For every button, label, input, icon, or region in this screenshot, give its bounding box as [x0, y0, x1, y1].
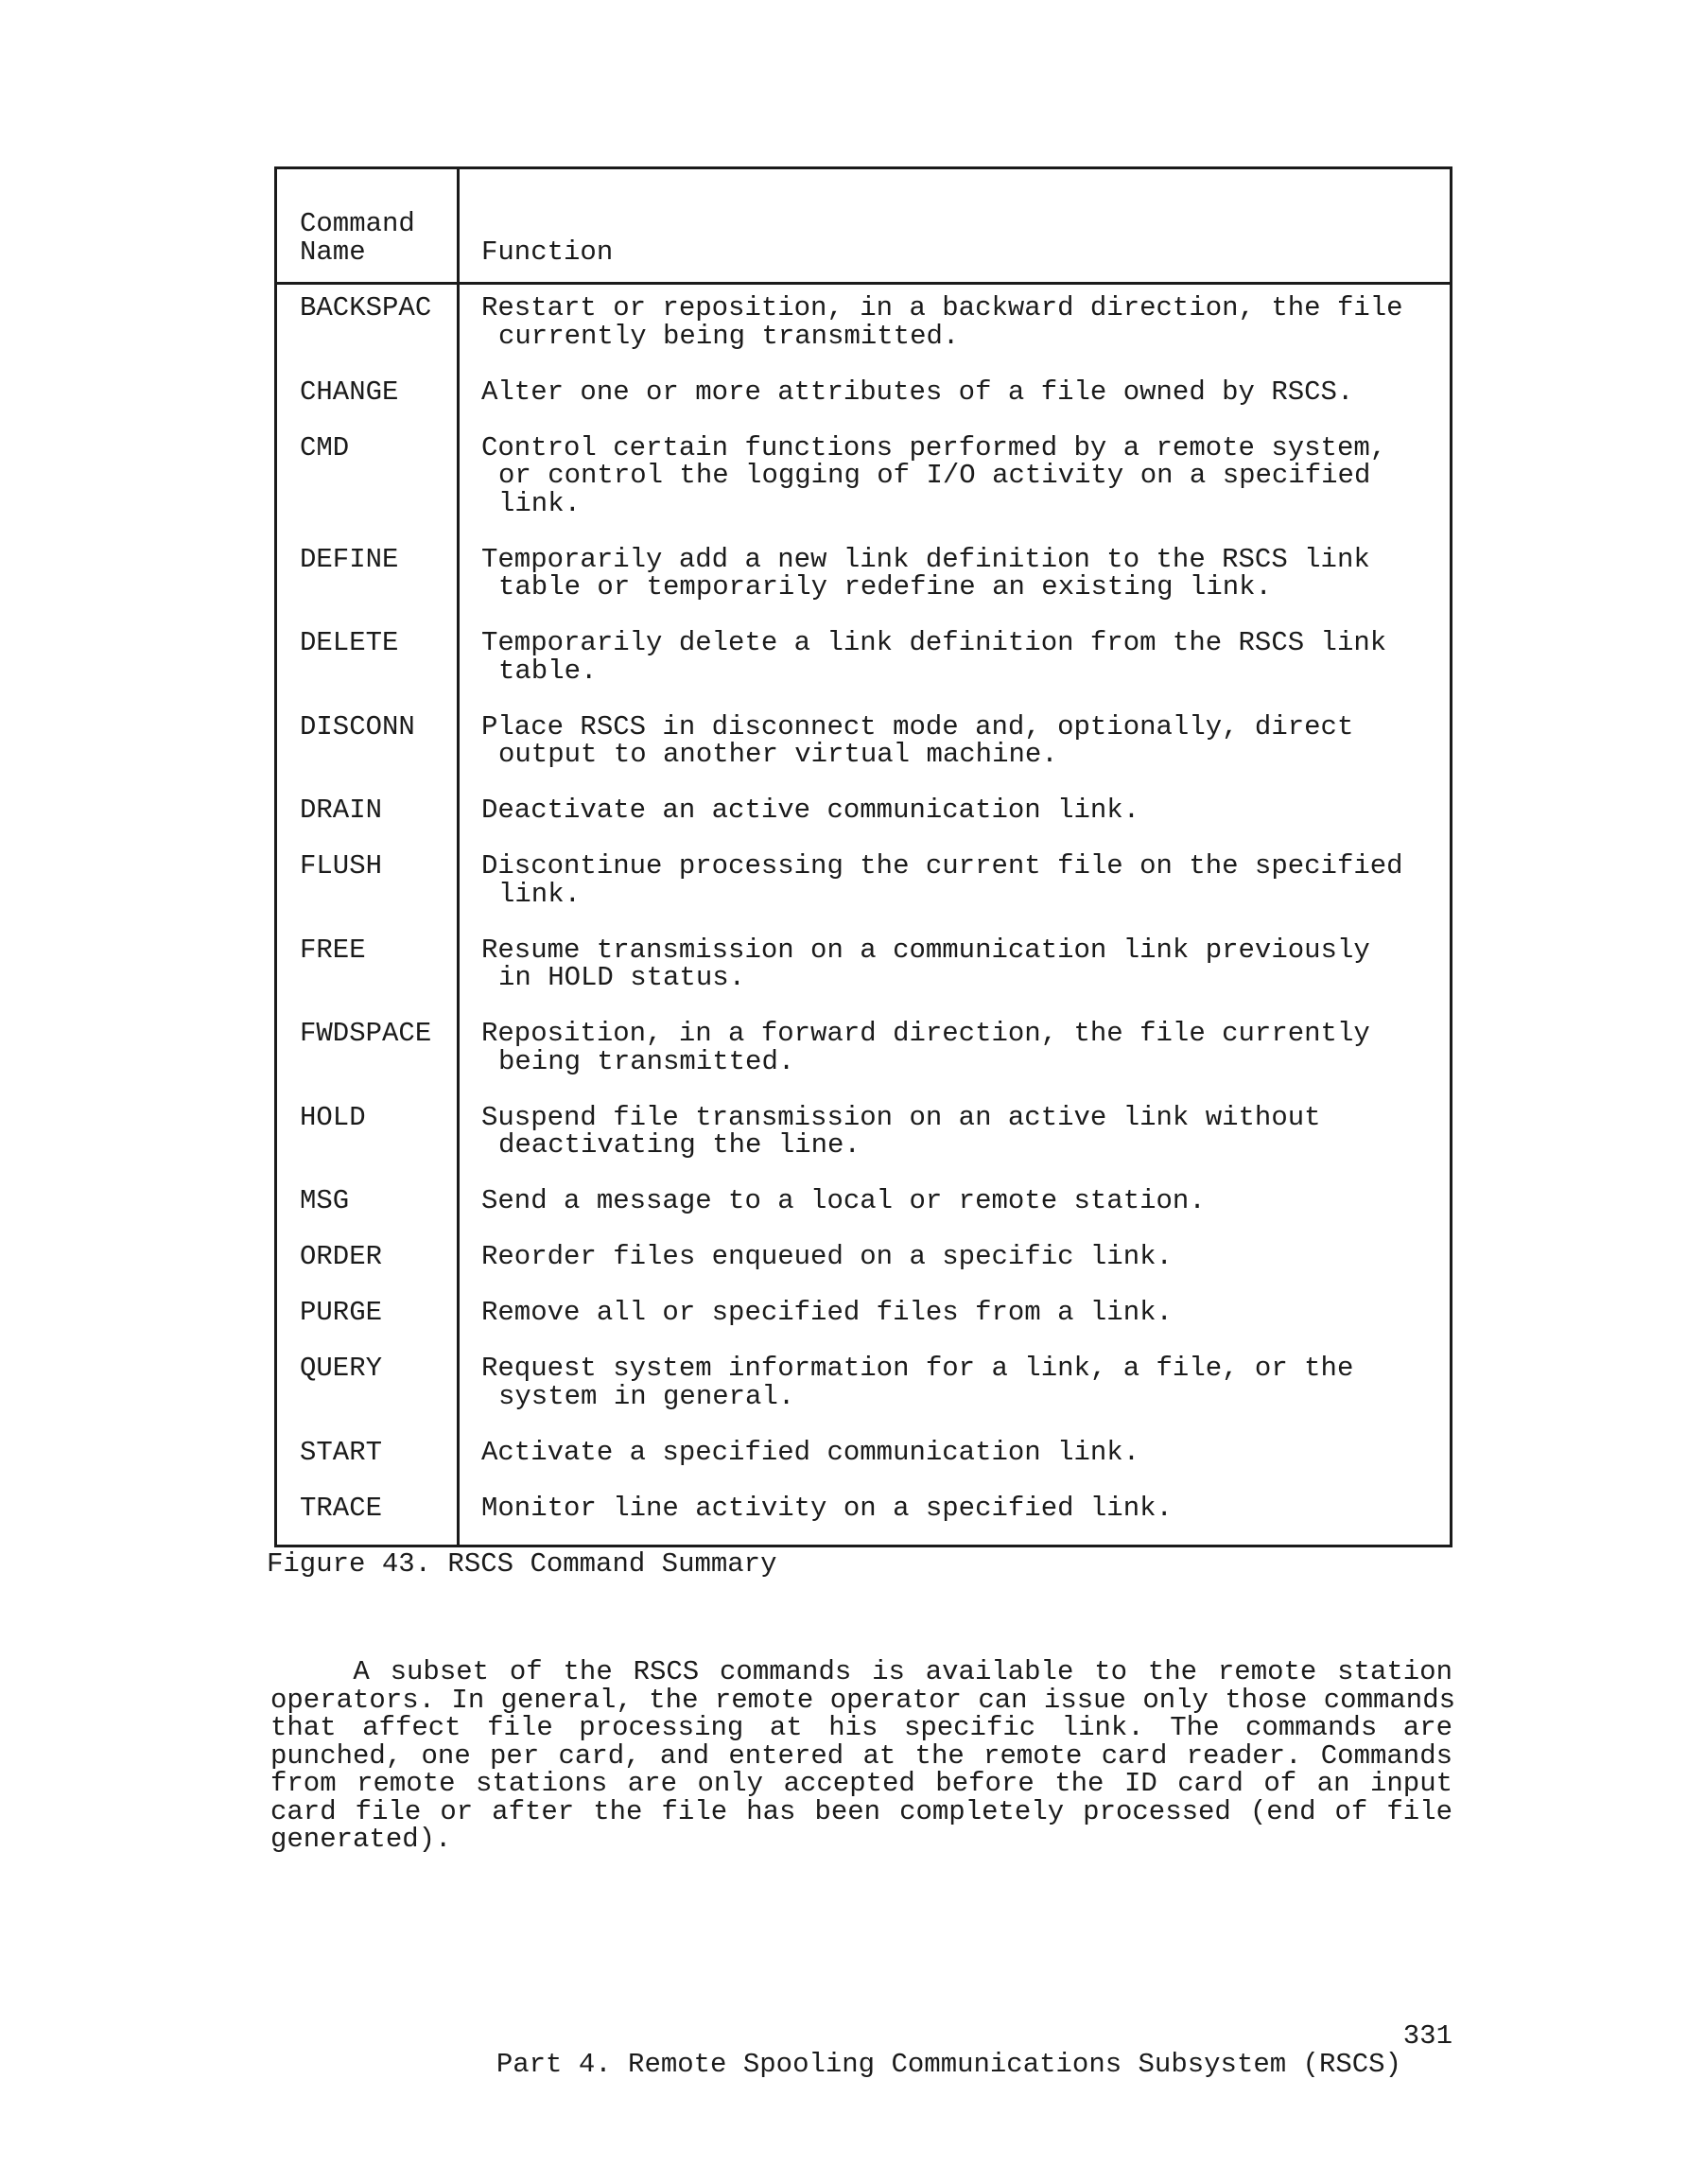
paragraph-line: punched, one per card, and entered at the remote card reader. Commands — [270, 1739, 1452, 1772]
paragraph-line: that affect file processing at his specific link. The commands are — [270, 1712, 1452, 1743]
command-function: Restart or reposition, in a backward direction, the file — [481, 292, 1403, 323]
command-name: DEFINE — [300, 543, 399, 575]
command-function: Reorder files enqueued on a specific link. — [481, 1241, 1173, 1272]
paragraph-line: A subset of the RSCS commands is available to the remote station — [270, 1656, 1452, 1687]
command-function: Send a message to a local or remote station. — [481, 1185, 1206, 1216]
paragraph-line: card file or after the file has been completely processed (end of file — [270, 1795, 1452, 1827]
command-name: QUERY — [300, 1353, 383, 1384]
command-function: Control certain functions performed by a remote system, — [481, 431, 1387, 463]
command-function: Monitor line activity on a specified link. — [481, 1492, 1173, 1524]
command-name: DELETE — [300, 627, 399, 658]
command-name: HOLD — [300, 1101, 366, 1133]
header-separator — [277, 282, 1450, 285]
command-name: FWDSPACE — [300, 1018, 432, 1049]
command-function: Suspend file transmission on an active link without — [481, 1101, 1321, 1133]
footer-text: Part 4. Remote Spooling Communications Subsystem (RSCS) — [496, 2049, 1401, 2080]
paragraph-line: operators. In general, the remote operator can issue only those commands — [270, 1684, 1456, 1716]
command-name: CMD — [300, 431, 350, 463]
paragraph-line: generated). — [270, 1824, 452, 1855]
command-function: deactivating the line. — [498, 1129, 861, 1161]
command-name: DRAIN — [300, 795, 383, 826]
command-function: system in general. — [498, 1380, 795, 1412]
header-command-line2: Name — [300, 236, 366, 268]
body-paragraph — [270, 1656, 1456, 1855]
command-function: link. — [498, 487, 582, 519]
command-function: Temporarily add a new link definition to the RSCS link — [481, 543, 1370, 575]
command-function: Place RSCS in disconnect mode and, optionally, direct — [481, 710, 1354, 743]
command-name: MSG — [300, 1185, 350, 1216]
command-name: ORDER — [300, 1241, 383, 1272]
figure-caption: Figure 43. RSCS Command Summary — [267, 1548, 777, 1580]
command-name: TRACE — [300, 1492, 383, 1524]
command-function: link. — [498, 878, 582, 910]
command-name: FLUSH — [300, 850, 383, 882]
page-footer — [463, 2022, 1452, 2107]
command-function: table or temporarily redefine an existing link. — [498, 571, 1272, 603]
command-name: DISCONN — [300, 710, 415, 743]
command-function: Deactivate an active communication link. — [481, 795, 1140, 826]
paragraph-line: from remote stations are only accepted before the ID card of an input — [270, 1768, 1452, 1799]
column-separator — [457, 169, 460, 1545]
command-name: PURGE — [300, 1297, 383, 1328]
command-name: CHANGE — [300, 376, 399, 408]
command-function: Remove all or specified files from a link. — [481, 1297, 1173, 1328]
command-function: Request system information for a link, a file, or the — [481, 1353, 1354, 1384]
command-function: in HOLD status. — [498, 962, 746, 993]
command-name: FREE — [300, 934, 366, 966]
command-function: Discontinue processing the current file on the specified — [481, 850, 1403, 882]
command-name: BACKSPAC — [300, 292, 432, 323]
command-function: Activate a specified communication link. — [481, 1436, 1140, 1468]
command-function: currently being transmitted. — [498, 320, 960, 352]
header-command-line1: Command — [300, 208, 415, 239]
command-function: being transmitted. — [498, 1045, 795, 1077]
command-function: table. — [498, 655, 598, 687]
command-function: Reposition, in a forward direction, the file currently — [481, 1018, 1370, 1049]
header-function: Function — [481, 236, 614, 268]
command-function: Resume transmission on a communication link previously — [481, 934, 1370, 966]
command-function: Alter one or more attributes of a file owned by RSCS. — [481, 376, 1354, 408]
command-function: Temporarily delete a link definition from the RSCS link — [481, 627, 1387, 658]
command-name: START — [300, 1436, 383, 1468]
command-function: output to another virtual machine. — [498, 739, 1058, 770]
command-function: or control the logging of I/O activity on a specified — [498, 460, 1371, 491]
page-number: 331 — [1402, 2020, 1452, 2052]
